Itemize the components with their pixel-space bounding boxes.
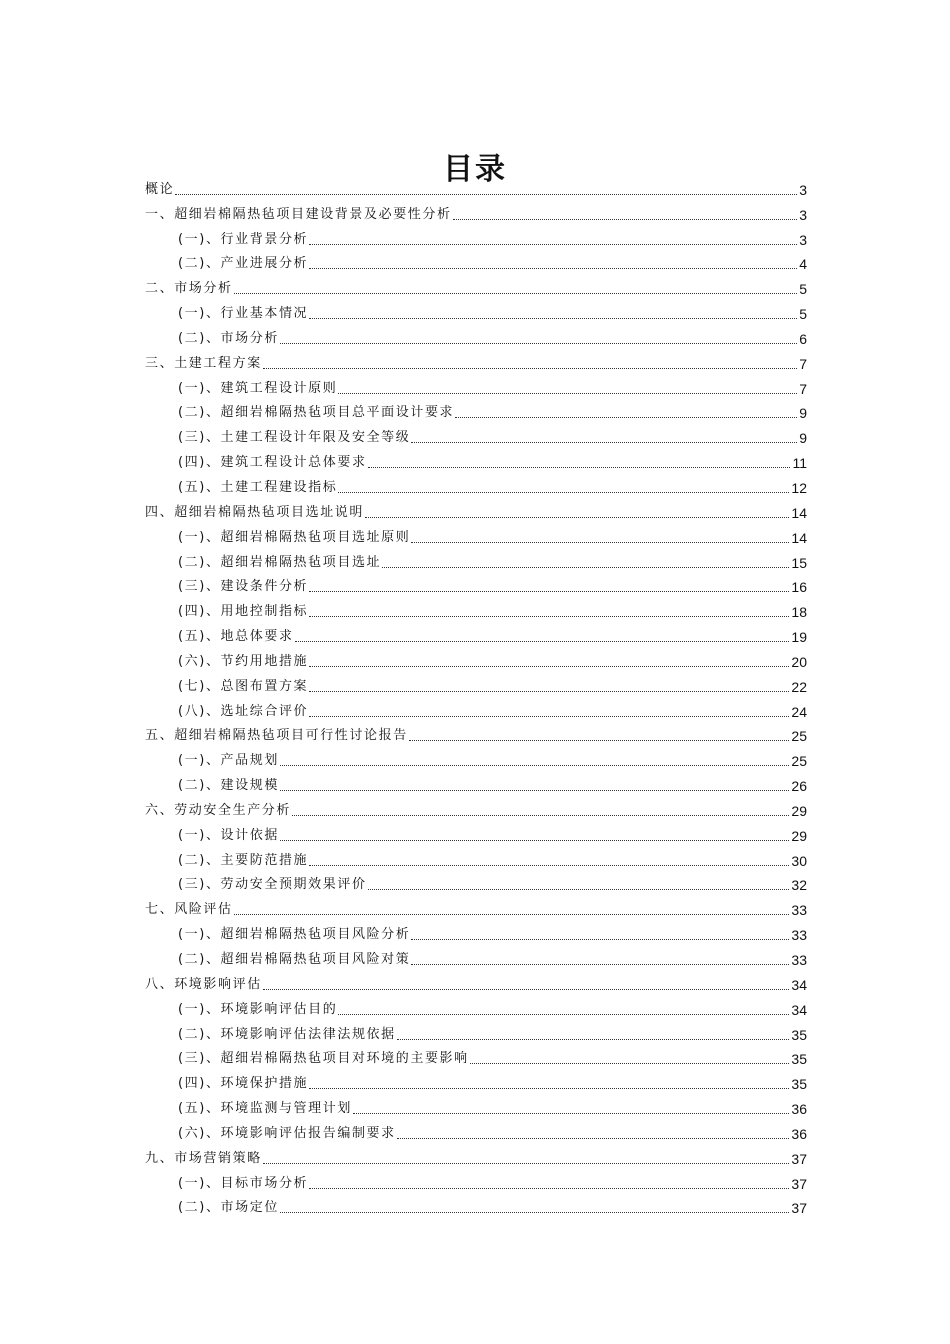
toc-entry[interactable] [145, 596, 807, 621]
toc-entry[interactable] [145, 298, 807, 323]
toc-entry-title: 三、土建工程方案 [145, 355, 262, 371]
dot-leader [234, 293, 798, 294]
toc-entry-title: 二、市场分析 [145, 281, 233, 297]
toc-entry[interactable] [145, 969, 807, 994]
dot-leader [411, 442, 797, 443]
toc-entry[interactable] [145, 572, 807, 597]
toc-entry-title: (三)、土建工程设计年限及安全等级 [178, 430, 411, 446]
toc-entry-page-number: 25 [791, 753, 807, 770]
toc-entry[interactable] [145, 522, 807, 547]
dot-leader [411, 964, 789, 965]
toc-entry-page-number: 36 [791, 1125, 807, 1142]
toc-entry-title: (三)、劳动安全预期效果评价 [178, 877, 367, 893]
dot-leader [280, 790, 789, 791]
dot-leader [234, 914, 790, 915]
toc-entry[interactable] [145, 174, 807, 199]
toc-entry-title: 七、风险评估 [145, 902, 233, 918]
toc-entry-page-number: 3 [799, 206, 807, 223]
toc-entry-page-number: 14 [791, 504, 807, 521]
toc-entry-title: (二)、超细岩棉隔热毡项目风险对策 [178, 952, 411, 967]
toc-entry[interactable] [145, 770, 807, 795]
dot-leader [411, 542, 789, 543]
toc-entry-title: 四、超细岩棉隔热毡项目选址说明 [145, 504, 365, 520]
dot-leader [280, 343, 797, 344]
toc-entry-page-number: 7 [799, 355, 807, 372]
toc-entry-title: (二)、产业进展分析 [178, 256, 309, 272]
toc-entry[interactable] [145, 1044, 807, 1069]
toc-entry-page-number: 29 [791, 802, 807, 819]
dot-leader [309, 244, 797, 245]
dot-leader [365, 517, 789, 518]
toc-entry-title: (七)、总图布置方案 [178, 678, 309, 694]
dot-leader [353, 1113, 789, 1114]
dot-leader [295, 641, 790, 642]
dot-leader [309, 865, 789, 866]
dot-leader [453, 219, 798, 220]
toc-entry[interactable] [145, 398, 807, 423]
toc-entry-page-number: 35 [791, 1076, 807, 1093]
toc-entry-page-number: 20 [791, 653, 807, 670]
toc-entry[interactable] [145, 1193, 807, 1218]
toc-entry[interactable] [145, 845, 807, 870]
toc-entry-page-number: 34 [791, 1001, 807, 1018]
dot-leader [263, 368, 797, 369]
toc-entry[interactable] [145, 894, 807, 919]
toc-entry-page-number: 5 [799, 281, 807, 298]
toc-entry-title: (一)、建筑工程设计原则 [178, 380, 338, 396]
toc-entry-title: (六)、环境影响评估报告编制要求 [178, 1125, 396, 1141]
toc-entry-title: (五)、地总体要求 [178, 629, 294, 645]
toc-entry-title: (二)、超细岩棉隔热毡项目选址 [178, 554, 382, 570]
toc-entry[interactable] [145, 646, 807, 671]
toc-entry-page-number: 9 [799, 405, 807, 422]
toc-entry-title: (六)、节约用地措施 [178, 653, 309, 669]
dot-leader [409, 740, 790, 741]
toc-entry-page-number: 37 [791, 1175, 807, 1192]
toc-entry[interactable] [145, 820, 807, 845]
toc-entry-title: (八)、选址综合评价 [178, 703, 309, 719]
dot-leader [280, 765, 789, 766]
toc-entry[interactable] [145, 1068, 807, 1093]
dot-leader [263, 989, 790, 990]
toc-entry-page-number: 34 [791, 976, 807, 993]
toc-entry[interactable] [145, 1143, 807, 1168]
toc-entry-title: (二)、超细岩棉隔热毡项目总平面设计要求 [178, 405, 455, 421]
toc-entry-page-number: 11 [792, 455, 807, 472]
toc-entry-page-number: 18 [791, 604, 807, 621]
toc-entry-title: (三)、建设条件分析 [178, 579, 309, 595]
toc-entry[interactable] [145, 721, 807, 746]
toc-entry[interactable] [145, 1168, 807, 1193]
toc-entry-title: (四)、环境保护措施 [178, 1076, 309, 1092]
toc-entry-title: (一)、超细岩棉隔热毡项目风险分析 [178, 927, 411, 943]
toc-entry[interactable] [145, 671, 807, 696]
toc-entry-page-number: 3 [799, 231, 807, 248]
toc-entry-title: (一)、设计依据 [178, 827, 279, 843]
dot-leader [309, 716, 789, 717]
toc-entry-page-number: 33 [791, 927, 807, 944]
dot-leader [309, 1188, 789, 1189]
toc-entry-title: 五、超细岩棉隔热毡项目可行性讨论报告 [145, 728, 408, 744]
toc-entry[interactable] [145, 745, 807, 770]
dot-leader [338, 492, 789, 493]
toc-entry-title: (一)、超细岩棉隔热毡项目选址原则 [178, 529, 411, 545]
toc-entry-title: (四)、建筑工程设计总体要求 [178, 455, 367, 471]
dot-leader [309, 666, 789, 667]
toc-entry[interactable] [145, 1118, 807, 1143]
toc-entry[interactable] [145, 1019, 807, 1044]
toc-entry-title: (二)、建设规模 [178, 778, 279, 794]
dot-leader [175, 194, 797, 195]
dot-leader [292, 815, 789, 816]
toc-entry-page-number: 37 [791, 1150, 807, 1167]
toc-entry-title: (二)、环境影响评估法律法规依据 [178, 1026, 396, 1042]
toc-entry-page-number: 35 [791, 1051, 807, 1068]
toc-entry-page-number: 22 [791, 678, 807, 695]
toc-entry[interactable] [145, 348, 807, 373]
toc-entry-title: (五)、土建工程建设指标 [178, 479, 338, 495]
dot-leader [382, 567, 789, 568]
toc-entry-page-number: 9 [799, 430, 807, 447]
dot-leader [280, 840, 789, 841]
toc-entry[interactable] [145, 994, 807, 1019]
toc-entry-page-number: 37 [791, 1200, 807, 1217]
toc-entry-page-number: 25 [791, 728, 807, 745]
dot-leader [280, 1212, 789, 1213]
toc-entry-page-number: 16 [791, 579, 807, 596]
dot-leader [309, 318, 797, 319]
toc-entry-title: (三)、超细岩棉隔热毡项目对环境的主要影响 [178, 1051, 469, 1067]
toc-entry-page-number: 6 [799, 330, 807, 347]
toc-entry-page-number: 32 [791, 877, 807, 894]
table-of-contents [145, 174, 807, 1217]
dot-leader [338, 393, 797, 394]
dot-leader [368, 467, 791, 468]
toc-entry-title: (一)、产品规划 [178, 753, 279, 769]
dot-leader [309, 591, 789, 592]
dot-leader [470, 1063, 790, 1064]
toc-entry[interactable] [145, 795, 807, 820]
toc-entry-title: 八、环境影响评估 [145, 976, 262, 992]
toc-entry[interactable] [145, 224, 807, 249]
toc-entry-title: 九、市场营销策略 [145, 1150, 262, 1166]
toc-entry[interactable] [145, 870, 807, 895]
toc-entry[interactable] [145, 249, 807, 274]
dot-leader [309, 268, 797, 269]
toc-entry-page-number: 35 [791, 1026, 807, 1043]
toc-entry[interactable] [145, 497, 807, 522]
toc-entry[interactable] [145, 696, 807, 721]
toc-entry-title: (一)、行业基本情况 [178, 306, 309, 322]
toc-entry-page-number: 12 [791, 479, 807, 496]
toc-entry[interactable] [145, 944, 807, 969]
dot-leader [455, 417, 797, 418]
dot-leader [263, 1163, 790, 1164]
dot-leader [309, 1088, 789, 1089]
toc-entry-title: (四)、用地控制指标 [178, 604, 309, 620]
toc-entry-title: (一)、目标市场分析 [178, 1175, 309, 1191]
toc-entry[interactable] [145, 447, 807, 472]
toc-entry-page-number: 4 [799, 256, 807, 273]
dot-leader [309, 691, 789, 692]
toc-entry[interactable] [145, 547, 807, 572]
dot-leader [411, 939, 789, 940]
toc-entry-page-number: 29 [791, 827, 807, 844]
toc-entry[interactable] [145, 1093, 807, 1118]
dot-leader [338, 1014, 789, 1015]
dot-leader [368, 889, 790, 890]
dot-leader [309, 616, 789, 617]
toc-entry[interactable] [145, 422, 807, 447]
toc-entry-title: 一、超细岩棉隔热毡项目建设背景及必要性分析 [145, 206, 452, 222]
toc-entry[interactable] [145, 919, 807, 944]
toc-entry-title: 六、劳动安全生产分析 [145, 802, 292, 818]
toc-entry-page-number: 30 [791, 852, 807, 869]
toc-entry-title: 概论 [145, 181, 175, 197]
toc-entry[interactable] [145, 273, 807, 298]
toc-entry[interactable] [145, 472, 807, 497]
toc-entry[interactable] [145, 373, 807, 398]
toc-entry-title: (二)、市场定位 [178, 1200, 279, 1216]
toc-entry-title: (五)、环境监测与管理计划 [178, 1101, 352, 1117]
toc-entry-title: (二)、市场分析 [178, 330, 279, 346]
dot-leader [397, 1138, 790, 1139]
toc-entry-page-number: 7 [799, 380, 807, 397]
toc-entry-page-number: 36 [791, 1101, 807, 1118]
toc-entry-page-number: 33 [791, 952, 807, 968]
toc-entry[interactable] [145, 199, 807, 224]
dot-leader [397, 1039, 790, 1040]
toc-entry-page-number: 33 [791, 902, 807, 919]
toc-entry[interactable] [145, 323, 807, 348]
toc-entry-page-number: 14 [791, 529, 807, 546]
toc-entry-page-number: 5 [799, 306, 807, 323]
toc-entry-page-number: 24 [791, 703, 807, 720]
toc-entry-page-number: 3 [799, 181, 807, 198]
toc-entry-title: (一)、行业背景分析 [178, 231, 309, 247]
toc-entry-page-number: 26 [791, 778, 807, 795]
toc-entry[interactable] [145, 621, 807, 646]
toc-entry-page-number: 15 [791, 554, 807, 571]
toc-entry-page-number: 19 [791, 629, 807, 646]
toc-entry-title: (二)、主要防范措施 [178, 852, 309, 868]
toc-entry-title: (一)、环境影响评估目的 [178, 1001, 338, 1017]
page-title: 目录 [443, 152, 507, 188]
